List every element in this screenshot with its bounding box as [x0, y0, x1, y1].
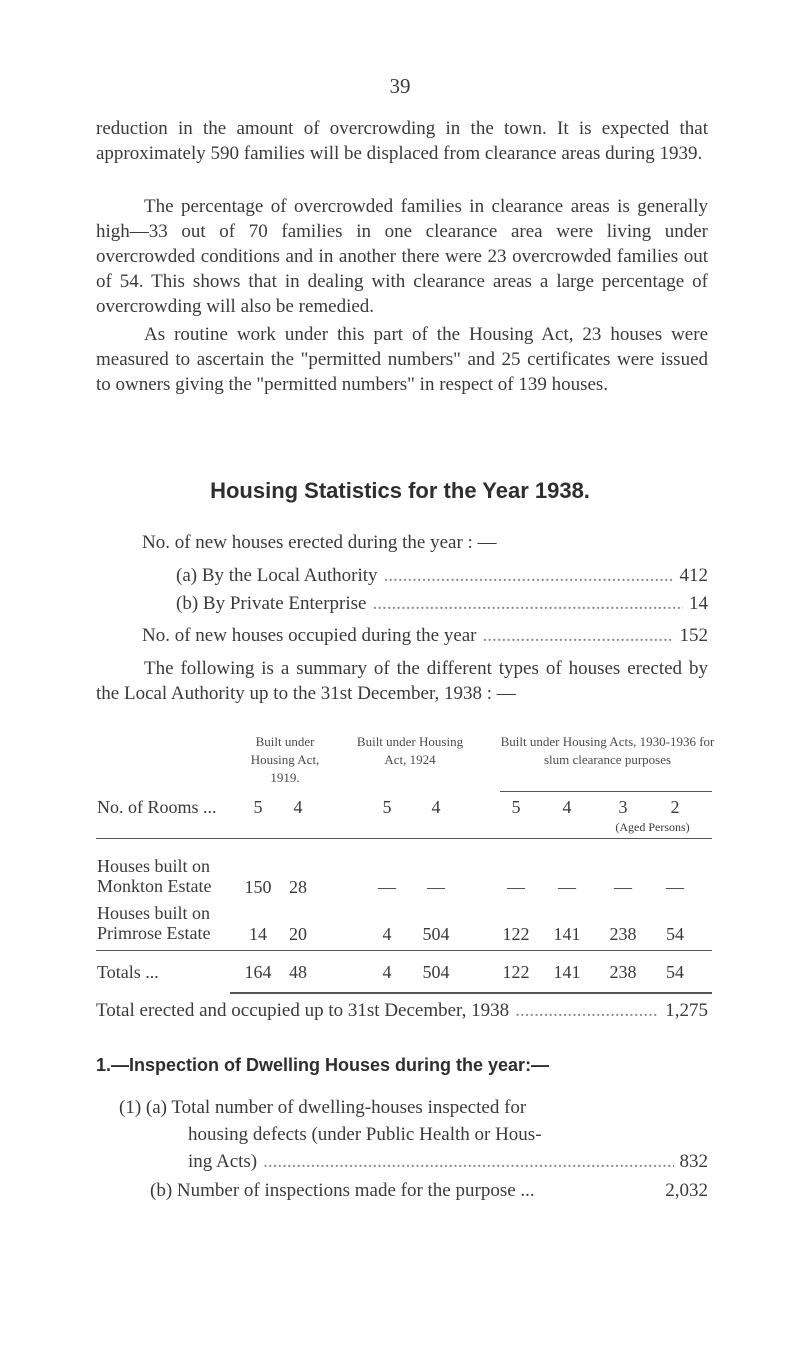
inspected-text: (1) (a) Total number of dwelling-houses inspected for	[119, 1097, 527, 1118]
inspections-label: (b) Number of inspections made for the purpose ...	[150, 1180, 535, 1201]
table-cell: —	[614, 877, 632, 897]
new-houses-label	[142, 532, 497, 554]
totals-cell: 504	[422, 962, 450, 982]
header-1919: Built under Housing Act, 1919.	[250, 734, 320, 785]
body-rule	[96, 950, 712, 951]
private-enterprise-label: (b) By Private Enterprise	[176, 593, 367, 614]
section-heading: Housing Statistics for the Year 1938.	[210, 478, 590, 503]
leader-dots	[384, 565, 674, 587]
table-cell: —	[507, 877, 525, 897]
inspected-text: housing defects (under Public Health or Hous-	[188, 1124, 542, 1145]
rooms-rule	[96, 838, 712, 839]
table-cell: 504	[422, 924, 450, 944]
occupied-row	[142, 625, 708, 647]
table-cell: 141	[553, 924, 581, 944]
inspected-row	[188, 1151, 708, 1173]
totals-cell: 164	[244, 962, 272, 982]
rooms-cell: 2	[670, 797, 680, 817]
header-1924: Built under Housing Act, 1924	[356, 734, 464, 767]
summary-text: The following is a summary of the different types of houses erected by the Local Authority up to the 31st December, 1938 : —	[96, 658, 708, 704]
occupied-value: 152	[679, 625, 708, 646]
inspected-line-1	[119, 1097, 526, 1119]
total-erected-label: Total erected and occupied up to 31st December, 1938	[96, 1000, 510, 1021]
leader-dots	[263, 1151, 673, 1173]
inspected-line-2	[188, 1124, 542, 1146]
leader-dots	[515, 1000, 659, 1022]
inspections-row	[150, 1180, 708, 1202]
totals-cell: 122	[502, 962, 530, 982]
totals-cell: 141	[553, 962, 581, 982]
rooms-cell: 5	[253, 797, 263, 817]
table-cell: 28	[289, 877, 307, 897]
totals-cell: 54	[666, 962, 684, 982]
paragraph-percentage: The percentage of overcrowded families in clearance areas is generally high—33 out of 70 families in one clearance area were living under overcrowded conditions and in another there were 23 overcrowded families out of 54. This shows that in dealing with clearance areas a large percentage of overcrowding will also be remedied.	[96, 196, 708, 317]
inspected-value: 832	[679, 1151, 708, 1172]
table-cell: 20	[289, 924, 307, 944]
rooms-cell: 4	[293, 797, 303, 817]
local-authority-value: 412	[679, 565, 708, 586]
table-cell: —	[666, 877, 684, 897]
paragraph-routine-work: As routine work under this part of the Housing Act, 23 houses were measured to ascertain the "permitted numbers" and 25 certificates were issued to owners giving the "permitted numbers" in respect of 139 houses.	[96, 324, 708, 395]
rooms-cell: 5	[382, 797, 392, 817]
private-enterprise-value: 14	[689, 593, 708, 614]
row-label-line: Houses built on	[97, 856, 211, 876]
paragraph-overcrowding: reduction in the amount of overcrowding in the town. It is expected that approximately 590 families will be displaced from clearance areas during 1939.	[96, 118, 708, 164]
row-label-monkton	[97, 856, 212, 896]
occupied-label: No. of new houses occupied during the year	[142, 625, 477, 646]
table-cell: 4	[382, 924, 392, 944]
table-cell: —	[427, 877, 445, 897]
private-enterprise-row	[176, 593, 708, 615]
totals-label: Totals ...	[97, 962, 159, 982]
table-cell: 122	[502, 924, 530, 944]
rooms-cell: 4	[431, 797, 441, 817]
local-authority-label: (a) By the Local Authority	[176, 565, 378, 586]
table-cell: —	[378, 877, 396, 897]
table-cell: 54	[666, 924, 684, 944]
table-cell: 14	[249, 924, 267, 944]
row-label-primrose	[97, 903, 210, 943]
totals-cell: 238	[609, 962, 637, 982]
rooms-cell: 5	[511, 797, 521, 817]
totals-cell: 4	[382, 962, 392, 982]
aged-persons-note: (Aged Persons)	[615, 820, 690, 834]
row-label-line: Monkton Estate	[97, 876, 212, 896]
header-rule	[500, 791, 712, 792]
inspection-heading: 1.—Inspection of Dwelling Houses during the year:—	[96, 1055, 550, 1075]
rooms-cell: 3	[618, 797, 628, 817]
row-label-line: Houses built on	[97, 903, 211, 923]
total-erected-value: 1,275	[665, 1000, 708, 1021]
row-label-line: Primrose Estate	[97, 923, 211, 943]
totals-rule	[230, 992, 712, 994]
table-cell: 238	[609, 924, 637, 944]
leader-dots	[372, 593, 683, 615]
rooms-label: No. of Rooms ...	[97, 797, 217, 817]
inspected-text: ing Acts)	[188, 1151, 258, 1172]
table-cell: 150	[244, 877, 272, 897]
leader-dots	[483, 625, 674, 647]
total-erected-row	[96, 1000, 708, 1022]
table-cell: —	[558, 877, 576, 897]
local-authority-row	[176, 565, 708, 587]
totals-cell: 48	[289, 962, 307, 982]
inspections-value: 2,032	[665, 1180, 708, 1201]
page-number: 39	[389, 74, 411, 98]
rooms-cell: 4	[562, 797, 572, 817]
new-houses-text: No. of new houses erected during the year : —	[142, 532, 497, 553]
header-1930-1936: Built under Housing Acts, 1930-1936 for slum clearance purposes	[500, 734, 715, 767]
